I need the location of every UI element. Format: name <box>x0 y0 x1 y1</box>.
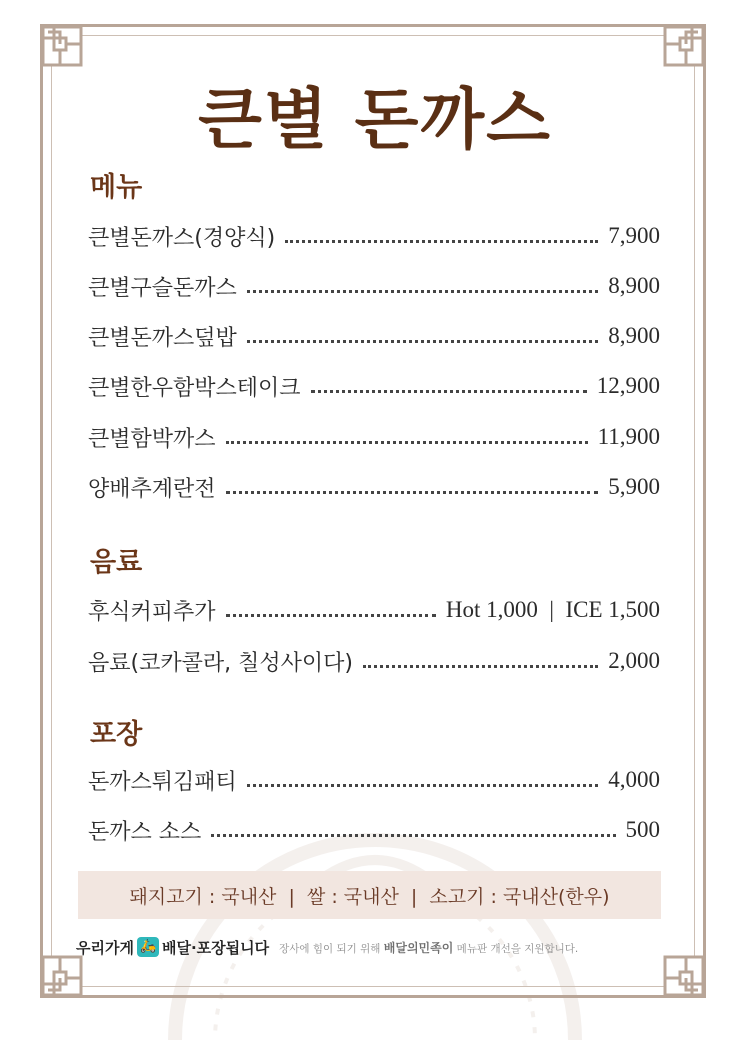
menu-item-name: 큰별함박까스 <box>88 426 216 452</box>
menu-item-price: 11,900 <box>597 424 660 449</box>
menu-item-price: 2,000 <box>608 648 660 673</box>
dotted-leader <box>311 390 587 393</box>
menu-item <box>88 220 660 252</box>
menu-item-name: 큰별돈까스(경양식) <box>88 225 276 251</box>
footer-delivery-label: 배달·포장됩니다 <box>161 938 270 957</box>
menu-item <box>88 594 660 626</box>
menu-item-name: 돈까스 소스 <box>88 819 202 845</box>
menu-item-name: 음료(코카콜라, 칠성사이다) <box>88 650 353 676</box>
delivery-scooter-icon: 🛵 <box>137 937 159 957</box>
menu-item-name: 돈까스튀김패티 <box>88 769 237 795</box>
menu-item-price: 8,900 <box>608 323 660 348</box>
menu-item-price: 7,900 <box>608 223 660 248</box>
dotted-leader <box>247 340 598 343</box>
menu-item-price: 5,900 <box>608 474 660 499</box>
menu-item <box>88 421 660 453</box>
menu-item <box>88 814 660 846</box>
dotted-leader <box>226 441 588 444</box>
section-title-drinks: 음료 <box>90 547 143 578</box>
menu-item <box>88 645 660 677</box>
menu-item-price: Hot 1,000 | ICE 1,500 <box>445 597 660 622</box>
section-title-menu: 메뉴 <box>90 172 143 203</box>
menu-item-price: 12,900 <box>596 373 660 398</box>
dotted-leader <box>211 834 615 837</box>
menu-item-name: 양배추계란전 <box>88 476 216 502</box>
dotted-leader <box>226 491 599 494</box>
menu-item <box>88 370 660 402</box>
footer-notice-post: 메뉴판 개선을 지원합니다. <box>456 942 579 955</box>
menu-item-name: 큰별돈까스덮밥 <box>88 325 237 351</box>
dotted-leader <box>247 290 598 293</box>
corner-ornament-icon <box>662 954 706 998</box>
dotted-leader <box>363 665 598 668</box>
menu-item-price: 500 <box>625 817 660 842</box>
corner-ornament-icon <box>40 24 84 68</box>
menu-item <box>88 320 660 352</box>
menu-item-name: 큰별한우함박스테이크 <box>88 375 301 401</box>
menu-item <box>88 764 660 796</box>
menu-item-name: 후식커피추가 <box>88 599 216 625</box>
dotted-leader <box>226 614 436 617</box>
menu-item <box>88 471 660 503</box>
dotted-leader <box>285 240 598 243</box>
footer-support-text <box>279 939 578 956</box>
menu-item-price: 4,000 <box>608 767 660 792</box>
dotted-leader <box>247 784 598 787</box>
menu-item-price: 8,900 <box>608 273 660 298</box>
restaurant-title: 큰별 돈까스 <box>198 81 552 158</box>
footer-ours-label: 우리가게 <box>76 938 134 957</box>
footer-notice <box>76 933 578 961</box>
corner-ornament-icon <box>662 24 706 68</box>
origin-info-bar <box>78 871 661 919</box>
footer-brand: 배달의민족이 <box>383 940 454 955</box>
section-title-takeout: 포장 <box>90 719 143 750</box>
menu-item-name: 큰별구슬돈까스 <box>88 275 237 301</box>
origin-info-text: 돼지고기 : 국내산 | 쌀 : 국내산 | 소고기 : 국내산(한우) <box>129 885 610 908</box>
menu-item <box>88 270 660 302</box>
footer-notice-pre: 장사에 힘이 되기 위해 <box>279 942 381 955</box>
